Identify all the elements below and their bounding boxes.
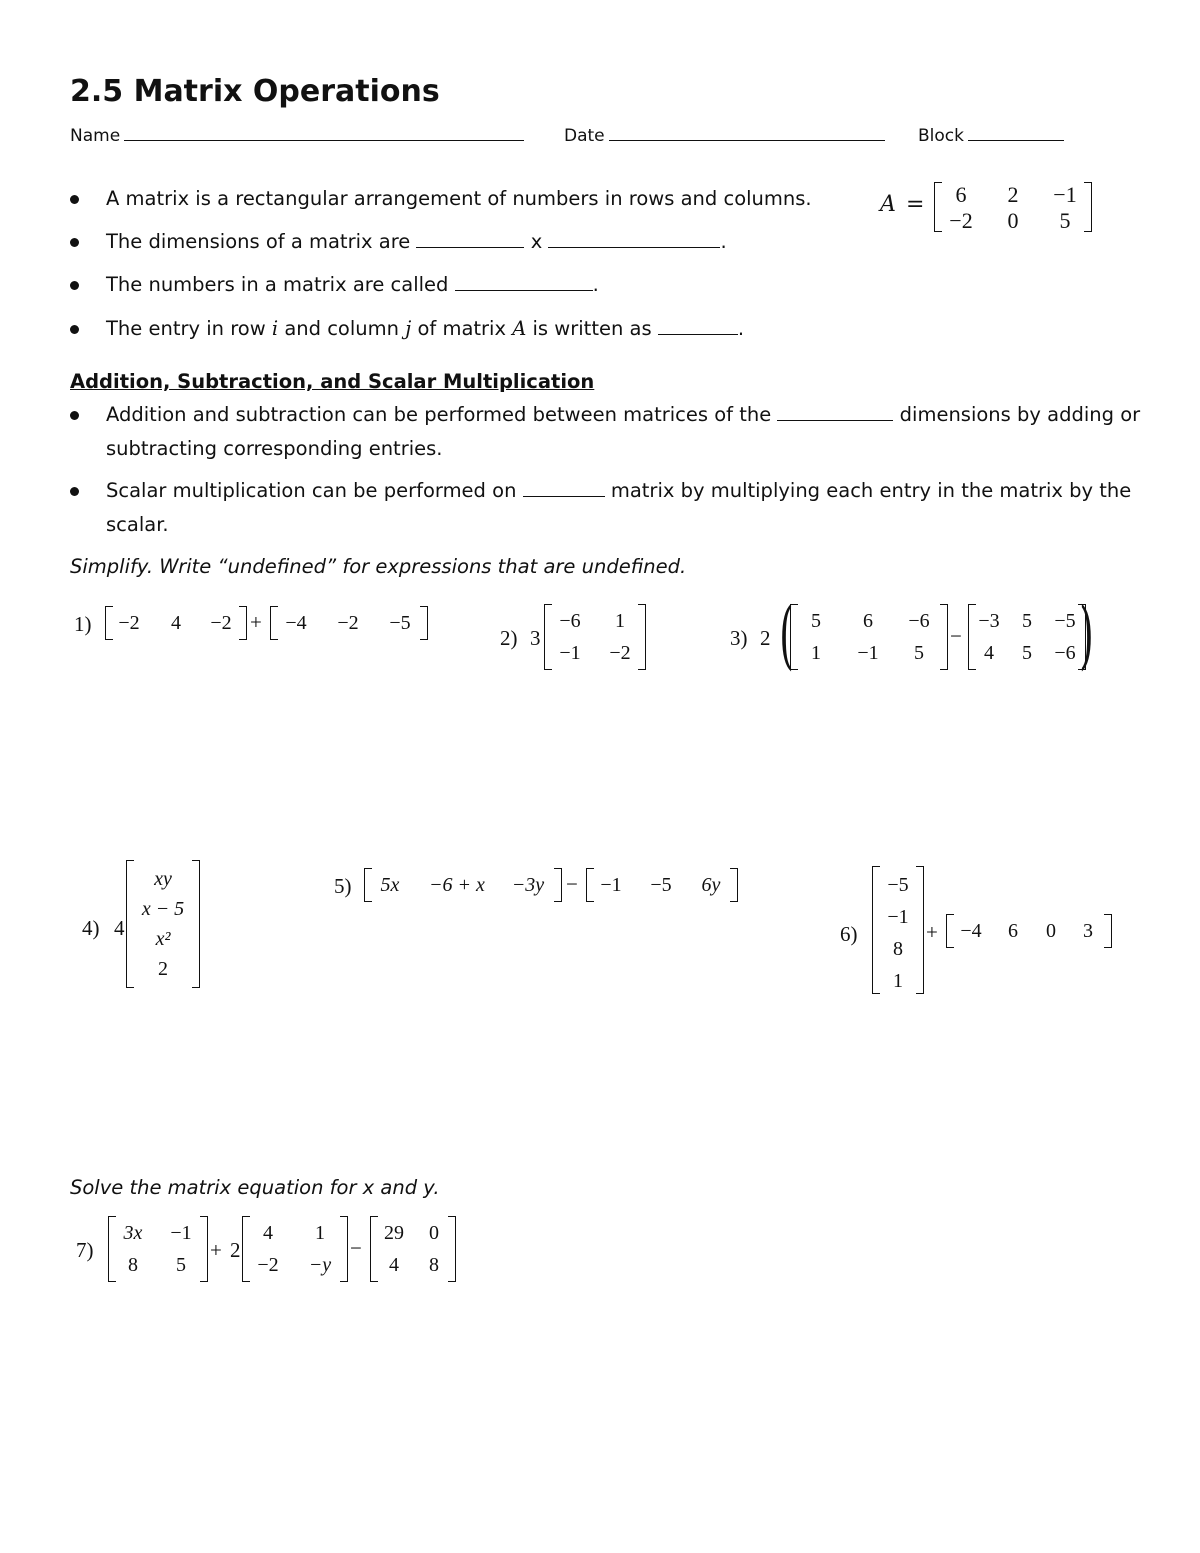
problem-2: 2) 3 −6 1 −1 −2	[498, 600, 658, 674]
problem-6: 6) −5 −1 8 1 + −4 6 0 3	[838, 862, 1114, 996]
dimensions-cols-blank[interactable]	[548, 227, 720, 248]
problem-7: 7) 3x −1 8 5 + 2 4 1 −2 −y − 29 0 4 8	[74, 1212, 460, 1286]
problem-3: 3) 2 ( 5 6 −6 1 −1 5 − −3 5 −5 4 5 −6 )	[730, 592, 1094, 678]
section-heading: Addition, Subtraction, and Scalar Multiplication	[70, 370, 595, 393]
problem-5: 5) 5x −6 + x −3y − −1 −5 6y	[332, 862, 742, 906]
same-dimensions-blank[interactable]	[777, 400, 893, 421]
name-field[interactable]	[70, 124, 524, 146]
matrix-a-brackets: 6 2 −1 −2 0 5	[934, 182, 1092, 232]
date-label: Date	[564, 126, 605, 146]
block-label: Block	[918, 126, 964, 146]
bullet-dot	[70, 411, 79, 420]
name-label: Name	[70, 126, 121, 146]
entries-blank[interactable]	[455, 270, 593, 291]
bullet-dot	[70, 325, 79, 334]
bullet-scalar: Scalar multiplication can be performed on matrix by multiplying each entry in the matrix by the scalar.	[70, 474, 1180, 542]
block-field[interactable]	[918, 124, 1064, 146]
dimensions-rows-blank[interactable]	[416, 227, 524, 248]
name-blank[interactable]	[124, 124, 524, 141]
bullet-dimensions: The dimensions of a matrix are x .	[70, 225, 1130, 259]
problem-4: 4) 4 xy x − 5 x² 2	[80, 858, 210, 992]
bullet-dot	[70, 238, 79, 247]
bullet-add-sub: Addition and subtraction can be performed between matrices of the dimensions by adding or subtracting corresponding entries.	[70, 398, 1180, 466]
bullet-definition: A matrix is a rectangular arrangement of numbers in rows and columns.	[70, 182, 1130, 216]
scalar-blank[interactable]	[523, 476, 605, 497]
example-matrix-a: A = 6 2 −1 −2 0 5	[880, 180, 1100, 236]
bullet-dot	[70, 487, 79, 496]
bullet-entry-notation: The entry in row i and column j of matrix A is written as .	[70, 312, 1130, 346]
bullet-entries: The numbers in a matrix are called .	[70, 268, 1130, 302]
block-blank[interactable]	[968, 124, 1064, 141]
page-title: 2.5 Matrix Operations	[70, 74, 440, 109]
notation-blank[interactable]	[658, 314, 738, 335]
bullet-dot	[70, 281, 79, 290]
instruction-solve: Solve the matrix equation for x and y.	[70, 1176, 440, 1199]
bullet-dot	[70, 195, 79, 204]
date-field[interactable]	[564, 124, 885, 146]
problem-1: 1) −2 4 −2 + −4 −2 −5	[72, 600, 432, 646]
instruction-simplify: Simplify. Write “undefined” for expressions that are undefined.	[70, 555, 687, 578]
date-blank[interactable]	[609, 124, 885, 141]
